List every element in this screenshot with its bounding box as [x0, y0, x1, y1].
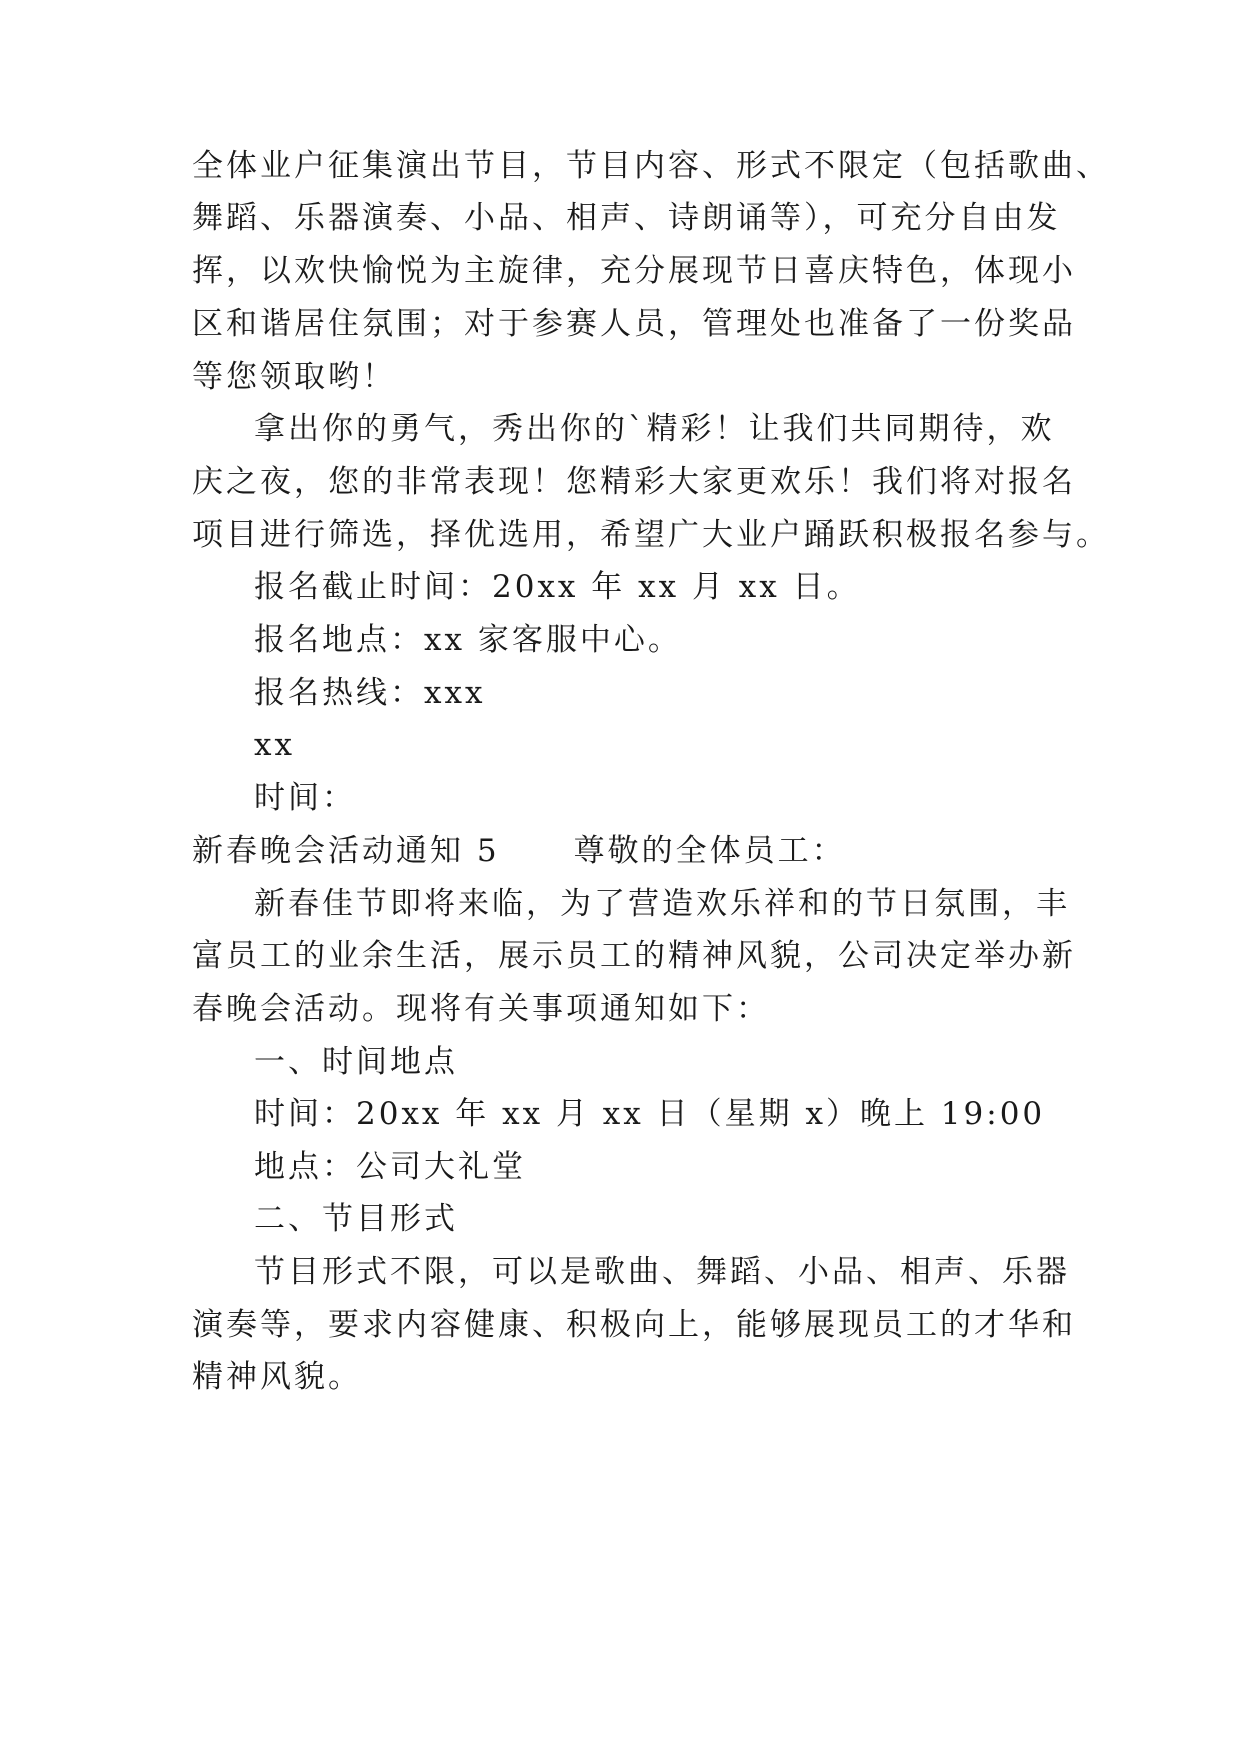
paragraph-line: 精神风貌。 [192, 1359, 362, 1395]
event-time: 时间：20xx 年 xx 月 xx 日（星期 x）晚上 19:00 [254, 1096, 1046, 1132]
paragraph-line: 节目形式不限，可以是歌曲、舞蹈、小品、相声、乐器 [254, 1254, 1070, 1290]
paragraph-line: 全体业户征集演出节目，节目内容、形式不限定（包括歌曲、 [192, 148, 1110, 184]
heading-line [192, 831, 846, 871]
paragraph-line: 富员工的业余生活，展示员工的精神风貌，公司决定举办新 [192, 938, 1076, 974]
signature: xx [254, 727, 295, 763]
registration-deadline: 报名截止时间：20xx 年 xx 月 xx 日。 [254, 569, 861, 605]
paragraph-line: 春晚会活动。现将有关事项通知如下： [192, 991, 770, 1027]
paragraph-line: 等您领取哟！ [192, 359, 396, 395]
paragraph-line: 新春佳节即将来临，为了营造欢乐祥和的节日氛围，丰 [254, 886, 1070, 922]
section-heading: 二、节目形式 [254, 1201, 458, 1237]
section-heading: 一、时间地点 [254, 1044, 458, 1080]
salutation: 尊敬的全体员工： [573, 833, 846, 869]
date-line: 时间： [254, 780, 356, 816]
paragraph-line: 演奏等，要求内容健康、积极向上，能够展现员工的才华和 [192, 1307, 1076, 1343]
paragraph-line: 挥，以欢快愉悦为主旋律，充分展现节日喜庆特色，体现小 [192, 253, 1076, 289]
paragraph-line: 庆之夜，您的非常表现！您精彩大家更欢乐！我们将对报名 [192, 464, 1076, 500]
paragraph-line: 区和谐居住氛围；对于参赛人员，管理处也准备了一份奖品 [192, 306, 1076, 342]
paragraph-line: 项目进行筛选，择优选用，希望广大业户踊跃积极报名参与。 [192, 517, 1110, 553]
notice-title: 新春晚会活动通知 5 [192, 833, 500, 869]
registration-hotline: 报名热线：xxx [254, 675, 486, 711]
event-location: 地点：公司大礼堂 [254, 1149, 526, 1185]
registration-location: 报名地点：xx 家客服中心。 [254, 622, 682, 658]
paragraph-line: 舞蹈、乐器演奏、小品、相声、诗朗诵等），可充分自由发 [192, 200, 1061, 236]
paragraph-line: 拿出你的勇气，秀出你的`精彩！让我们共同期待，欢 [254, 411, 1055, 447]
